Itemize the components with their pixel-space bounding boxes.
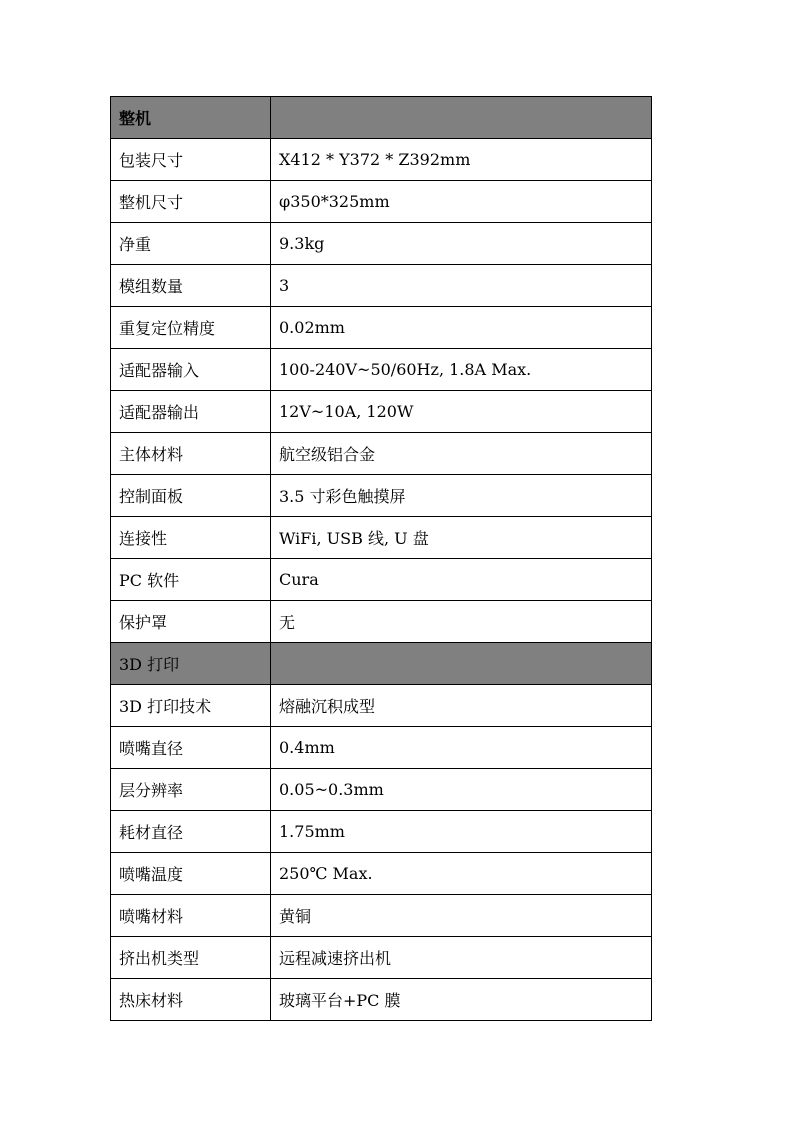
table-row [111,685,652,727]
spec-value: 0.02mm [271,307,652,349]
section-header-row [111,97,652,139]
table-row [111,265,652,307]
section-header-empty-cell [271,643,652,685]
spec-label: 适配器输入 [111,349,271,391]
spec-value: 0.05~0.3mm [271,769,652,811]
table-row [111,601,652,643]
spec-value: 100-240V~50/60Hz, 1.8A Max. [271,349,652,391]
spec-label: 3D 打印技术 [111,685,271,727]
table-row [111,433,652,475]
spec-value: WiFi, USB 线, U 盘 [271,517,652,559]
table-row [111,895,652,937]
spec-value: φ350*325mm [271,181,652,223]
spec-label: 控制面板 [111,475,271,517]
section-header-empty-cell [271,97,652,139]
spec-value: 0.4mm [271,727,652,769]
table-row [111,559,652,601]
section-title: 3D 打印 [111,643,271,685]
spec-label: PC 软件 [111,559,271,601]
table-row [111,181,652,223]
spec-label: 重复定位精度 [111,307,271,349]
spec-label: 净重 [111,223,271,265]
table-row [111,139,652,181]
section-title: 整机 [111,97,271,139]
table-row [111,769,652,811]
table-row [111,853,652,895]
table-row [111,517,652,559]
table-row [111,937,652,979]
spec-label: 喷嘴直径 [111,727,271,769]
spec-value: Cura [271,559,652,601]
table-row [111,979,652,1021]
spec-value: 远程减速挤出机 [271,937,652,979]
table-row [111,475,652,517]
spec-label: 喷嘴材料 [111,895,271,937]
table-row [111,349,652,391]
table-row [111,391,652,433]
spec-value: 250℃ Max. [271,853,652,895]
spec-label: 喷嘴温度 [111,853,271,895]
spec-label: 模组数量 [111,265,271,307]
spec-label: 热床材料 [111,979,271,1021]
spec-value: 无 [271,601,652,643]
spec-label: 保护罩 [111,601,271,643]
spec-table-body [111,97,652,1021]
spec-value: 玻璃平台+PC 膜 [271,979,652,1021]
table-row [111,307,652,349]
spec-label: 整机尺寸 [111,181,271,223]
spec-label: 适配器输出 [111,391,271,433]
spec-label: 耗材直径 [111,811,271,853]
spec-value: 12V~10A, 120W [271,391,652,433]
spec-value: 熔融沉积成型 [271,685,652,727]
spec-label: 连接性 [111,517,271,559]
spec-value: 9.3kg [271,223,652,265]
spec-value: 航空级铝合金 [271,433,652,475]
spec-value: 3.5 寸彩色触摸屏 [271,475,652,517]
table-row [111,727,652,769]
spec-label: 包装尺寸 [111,139,271,181]
spec-value: 黄铜 [271,895,652,937]
spec-value: 1.75mm [271,811,652,853]
section-header-row [111,643,652,685]
spec-label: 主体材料 [111,433,271,475]
table-row [111,811,652,853]
spec-label: 挤出机类型 [111,937,271,979]
spec-value: X412 * Y372 * Z392mm [271,139,652,181]
spec-label: 层分辨率 [111,769,271,811]
spec-table [110,96,652,1021]
table-row [111,223,652,265]
spec-value: 3 [271,265,652,307]
